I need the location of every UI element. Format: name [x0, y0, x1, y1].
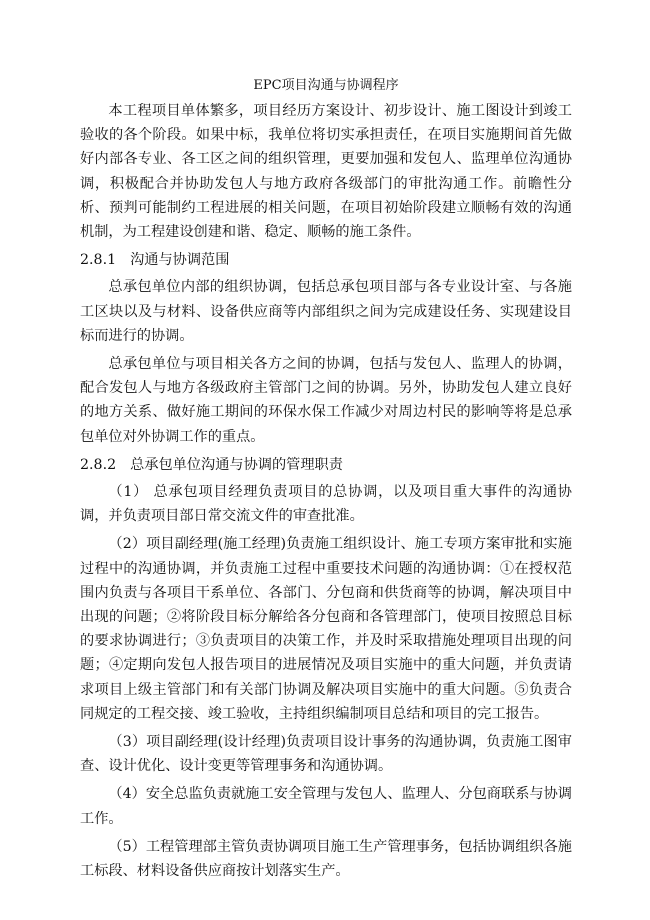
section-number: 2.8.2 — [80, 456, 117, 473]
duty-item-5: （5）工程管理部主管负责协调项目施工生产管理事务，包括协调组织各施工标段、材料设备供应商按计划落实生产。 — [80, 838, 572, 880]
scope-paragraph-internal: 总承包单位内部的组织协调，包括总承包项目部与各专业设计室、与各施工区块以及与材料、设备供应商等内部组织之间为完成建设任务、实现建设目标而进行的协调。 — [80, 279, 572, 344]
document-title: EPC项目沟通与协调程序 — [253, 78, 399, 93]
duty-item-1: （1） 总承包项目经理负责项目的总协调，以及项目重大事件的沟通协调，并负责项目部日常交流文件的审查批准。 — [80, 484, 572, 525]
duty-item-4: （4）安全总监负责就施工安全管理与发包人、监理人、分包商联系与协调工作。 — [80, 786, 572, 827]
section-title: 沟通与协调范围 — [130, 252, 230, 269]
duty-item-2: （2）项目副经理(施工经理)负责施工组织设计、施工专项方案审批和实施过程中的沟通协调，并负责施工过程中重要技术问题的沟通协调：①在授权范围内负责与各项目干系单位、各部门、分包商和供货商等的协调，解决项目中出现的问题；②将阶段目标分解给各分包商和各管理部门，使项目按照总目标的要求协调进行；③负责项目的决策工作，并及时采取措施处理项目出现的问题；④定期向发包人报告项目的进展情况及项目实施中的重大问题，并负责请求项目上级主管部门和有关部门协调及解决项目实施中的重大问题。⑤负责合同规定的工程交接、竣工验收，主持组织编制项目总结和项目的完工报告。 — [80, 536, 572, 722]
section-number: 2.8.1 — [80, 252, 117, 269]
duty-item-3: （3）项目副经理(设计经理)负责项目设计事务的沟通协调，负责施工图审查、设计优化、设计变更等管理事务和沟通协调。 — [80, 734, 572, 775]
scope-paragraph-external: 总承包单位与项目相关各方之间的协调，包括与发包人、监理人的协调，配合发包人与地方各级政府主管部门之间的协调。另外，协助发包人建立良好的地方关系、做好施工期间的环保水保工作减少对周边村民的影响等将是总承包单位对外协调工作的重点。 — [80, 356, 572, 445]
section-heading-2-8-1 — [80, 248, 572, 272]
section-heading-2-8-2 — [80, 453, 572, 477]
section-title: 总承包单位沟通与协调的管理职责 — [130, 456, 343, 473]
intro-paragraph: 本工程项目单体繁多，项目经历方案设计、初步设计、施工图设计到竣工验收的各个阶段。如果中标，我单位将切实承担责任，在项目实施期间首先做好内部各专业、各工区之间的组织管理，更要加强和发包人、监理单位沟通协调，积极配合并协助发包人与地方政府各级部门的审批沟通工作。前瞻性分析、预判可能制约工程进展的相关问题，在项目初始阶段建立顺畅有效的沟通机制，为工程建设创建和谐、稳定、顺畅的施工条件。 — [80, 103, 572, 241]
